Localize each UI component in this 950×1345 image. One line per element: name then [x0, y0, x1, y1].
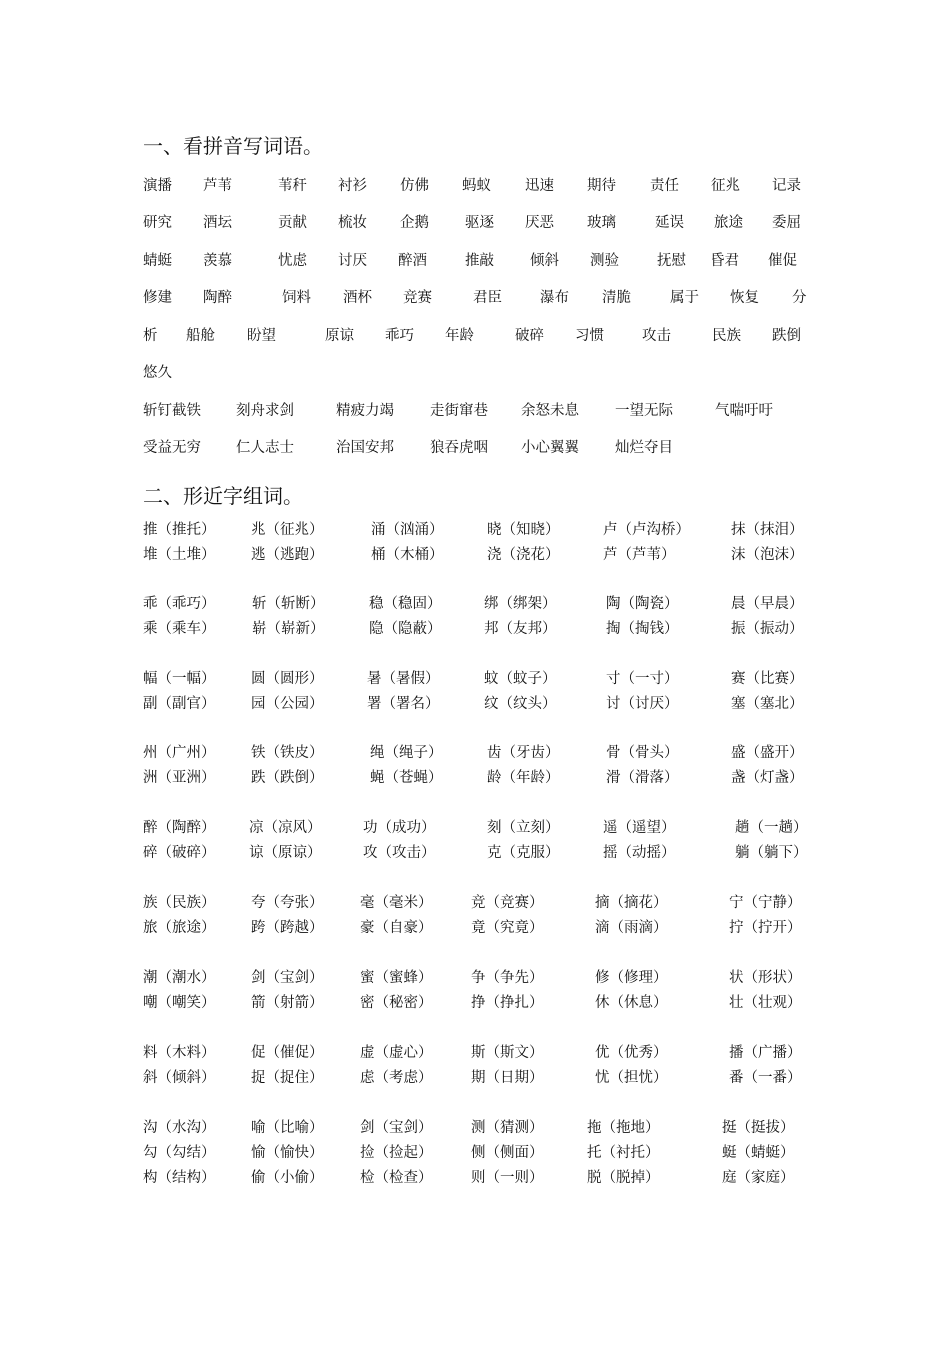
vocab-word: 芦苇 — [203, 178, 232, 194]
char-word-pair: 状（形状） — [729, 970, 802, 986]
char-word-pair: 遥（遥望） — [603, 820, 676, 836]
vocab-word: 委屈 — [772, 215, 801, 231]
char-word-pair: 喻（比喻） — [251, 1120, 324, 1136]
char-word-pair: 虑（考虑） — [360, 1070, 433, 1086]
vocab-word: 酒坛 — [203, 215, 232, 231]
char-word-pair: 跌（跌倒） — [251, 770, 324, 786]
char-line — [0, 968, 950, 993]
vocab-word: 延误 — [655, 215, 684, 231]
char-line — [0, 1068, 950, 1093]
vocab-word: 倾斜 — [530, 253, 559, 269]
char-word-pair: 旅（旅途） — [143, 920, 216, 936]
char-word-pair: 崭（崭新） — [252, 621, 325, 637]
char-word-pair: 则（一则） — [471, 1170, 544, 1186]
char-word-pair: 克（克服） — [487, 845, 560, 861]
vocab-word: 苇秆 — [278, 178, 307, 194]
char-word-pair: 竟（究竟） — [471, 920, 544, 936]
char-word-pair: 侧（侧面） — [471, 1145, 544, 1161]
char-word-pair: 趟（一趟） — [735, 820, 808, 836]
char-group — [0, 968, 950, 1018]
char-word-pair: 蚊（蚊子） — [484, 671, 557, 687]
vocab-word: 瀑布 — [540, 290, 569, 306]
char-word-pair: 绳（绳子） — [370, 745, 443, 761]
vocab-word: 气喘吁吁 — [715, 403, 773, 419]
char-word-pair: 休（休息） — [595, 995, 668, 1011]
vocab-word: 破碎 — [515, 328, 544, 344]
char-word-pair: 晓（知晓） — [487, 522, 560, 538]
char-word-pair: 虚（虚心） — [360, 1045, 433, 1061]
char-word-pair: 箭（射箭） — [251, 995, 324, 1011]
vocab-word: 盼望 — [247, 328, 276, 344]
char-word-pair: 滑（滑落） — [606, 770, 679, 786]
char-group — [0, 669, 950, 719]
vocab-word: 驱逐 — [465, 215, 494, 231]
char-word-pair: 检（检查） — [360, 1170, 433, 1186]
char-word-pair: 夸（夸张） — [251, 895, 324, 911]
vocab-word: 清脆 — [602, 290, 631, 306]
char-word-pair: 暑（暑假） — [367, 671, 440, 687]
vocab-word: 玻璃 — [587, 215, 616, 231]
char-word-pair: 醉（陶醉） — [143, 820, 216, 836]
char-word-pair: 播（广播） — [729, 1045, 802, 1061]
char-line — [0, 545, 950, 570]
vocab-word: 攻击 — [642, 328, 671, 344]
char-word-pair: 赛（比赛） — [731, 671, 804, 687]
vocab-word: 民族 — [712, 328, 741, 344]
char-line — [0, 918, 950, 943]
char-word-pair: 抹（抹泪） — [731, 522, 804, 538]
vocab-word: 仿佛 — [400, 178, 429, 194]
char-word-pair: 构（结构） — [143, 1170, 216, 1186]
char-word-pair: 番（一番） — [729, 1070, 802, 1086]
vocab-word: 羡慕 — [203, 253, 232, 269]
vocab-word: 属于 — [670, 290, 699, 306]
char-word-pair: 潮（潮水） — [143, 970, 216, 986]
char-word-pair: 功（成功） — [363, 820, 436, 836]
char-word-pair: 塞（塞北） — [731, 696, 804, 712]
char-word-pair: 蜜（蜜蜂） — [360, 970, 433, 986]
char-word-pair: 族（民族） — [143, 895, 216, 911]
char-word-pair: 测（猜测） — [471, 1120, 544, 1136]
char-line — [0, 843, 950, 868]
vocab-word: 小心翼翼 — [521, 440, 579, 456]
char-word-pair: 涌（汹涌） — [371, 522, 444, 538]
vocab-word: 一望无际 — [615, 403, 673, 419]
char-word-pair: 寸（一寸） — [606, 671, 679, 687]
vocab-word: 年龄 — [445, 328, 474, 344]
char-word-pair: 乘（乘车） — [143, 621, 216, 637]
vocab-word: 狼吞虎咽 — [430, 440, 488, 456]
vocab-word: 分 — [792, 290, 807, 306]
char-line — [0, 818, 950, 843]
char-line — [0, 743, 950, 768]
char-word-pair: 署（署名） — [367, 696, 440, 712]
char-word-pair: 促（催促） — [251, 1045, 324, 1061]
vocab-word: 精疲力竭 — [336, 403, 394, 419]
char-word-pair: 圆（圆形） — [251, 671, 324, 687]
vocab-word: 余怒未息 — [521, 403, 579, 419]
char-word-pair: 州（广州） — [143, 745, 216, 761]
vocab-word: 衬衫 — [338, 178, 367, 194]
char-word-pair: 陶（陶瓷） — [606, 596, 679, 612]
char-word-pair: 齿（牙齿） — [487, 745, 560, 761]
char-word-pair: 挺（挺拔） — [722, 1120, 795, 1136]
char-word-pair: 偷（小偷） — [251, 1170, 324, 1186]
char-word-pair: 竞（竞赛） — [471, 895, 544, 911]
char-word-pair: 庭（家庭） — [722, 1170, 795, 1186]
char-word-pair: 摇（动摇） — [603, 845, 676, 861]
char-word-pair: 蜓（蜻蜓） — [722, 1145, 795, 1161]
char-word-pair: 堆（土堆） — [143, 547, 216, 563]
vocab-word: 陶醉 — [203, 290, 232, 306]
vocab-word: 贡献 — [278, 215, 307, 231]
char-word-pair: 沫（泡沫） — [731, 547, 804, 563]
vocab-word: 船舱 — [186, 328, 215, 344]
vocab-word: 厌恶 — [525, 215, 554, 231]
vocab-word: 斩钉截铁 — [143, 403, 201, 419]
char-group — [0, 1118, 950, 1193]
char-line — [0, 768, 950, 793]
char-word-pair: 洲（亚洲） — [143, 770, 216, 786]
vocab-word: 竞赛 — [403, 290, 432, 306]
char-line — [0, 1143, 950, 1168]
char-word-pair: 摘（摘花） — [595, 895, 668, 911]
char-word-pair: 剑（宝剑） — [251, 970, 324, 986]
vocab-word: 跌倒 — [772, 328, 801, 344]
char-word-pair: 沟（水沟） — [143, 1120, 216, 1136]
vocab-word: 企鹅 — [400, 215, 429, 231]
vocab-word: 悠久 — [143, 365, 172, 381]
char-word-pair: 幅（一幅） — [143, 671, 216, 687]
vocab-word: 走街窜巷 — [430, 403, 488, 419]
vocab-word: 蚂蚁 — [462, 178, 491, 194]
char-word-pair: 骨（骨头） — [606, 745, 679, 761]
char-word-pair: 副（副官） — [143, 696, 216, 712]
char-word-pair: 刻（立刻） — [487, 820, 560, 836]
char-word-pair: 捉（捉住） — [251, 1070, 324, 1086]
vocab-word: 昏君 — [710, 253, 739, 269]
char-word-pair: 讨（讨厌） — [606, 696, 679, 712]
char-word-pair: 剑（宝剑） — [360, 1120, 433, 1136]
char-word-pair: 邦（友邦） — [484, 621, 557, 637]
char-word-pair: 嘲（嘲笑） — [143, 995, 216, 1011]
char-word-pair: 料（木料） — [143, 1045, 216, 1061]
vocab-word: 治国安邦 — [336, 440, 394, 456]
vocab-word: 征兆 — [711, 178, 740, 194]
vocab-word: 记录 — [772, 178, 801, 194]
char-line — [0, 1043, 950, 1068]
char-group — [0, 1043, 950, 1093]
vocab-word: 演播 — [143, 178, 172, 194]
vocab-word: 醉酒 — [398, 253, 427, 269]
char-word-pair: 毫（毫米） — [360, 895, 433, 911]
char-group — [0, 818, 950, 868]
vocab-word: 刻舟求剑 — [236, 403, 294, 419]
char-word-pair: 忧（担忧） — [595, 1070, 668, 1086]
vocab-word: 原谅 — [325, 328, 354, 344]
char-word-pair: 推（推托） — [143, 522, 216, 538]
vocab-word: 研究 — [143, 215, 172, 231]
char-word-pair: 豪（自豪） — [360, 920, 433, 936]
char-word-pair: 修（修理） — [595, 970, 668, 986]
vocab-word: 讨厌 — [338, 253, 367, 269]
char-word-pair: 盛（盛开） — [731, 745, 804, 761]
char-word-pair: 壮（壮观） — [729, 995, 802, 1011]
char-word-pair: 躺（躺下） — [735, 845, 808, 861]
section-1-title: 一、看拼音写词语。 — [143, 134, 323, 158]
vocab-word: 测验 — [590, 253, 619, 269]
char-word-pair: 逃（逃跑） — [251, 547, 324, 563]
char-word-pair: 攻（攻击） — [363, 845, 436, 861]
vocab-word: 抚慰 — [657, 253, 686, 269]
vocab-word: 期待 — [587, 178, 616, 194]
char-word-pair: 滴（雨滴） — [595, 920, 668, 936]
char-word-pair: 跨（跨越） — [251, 920, 324, 936]
char-word-pair: 凉（凉风） — [249, 820, 322, 836]
char-word-pair: 拧（拧开） — [729, 920, 802, 936]
char-word-pair: 拖（拖地） — [587, 1120, 660, 1136]
char-line — [0, 619, 950, 644]
char-word-pair: 盏（灯盏） — [731, 770, 804, 786]
char-group — [0, 743, 950, 793]
char-line — [0, 520, 950, 545]
char-word-pair: 争（争先） — [471, 970, 544, 986]
vocab-word: 仁人志士 — [236, 440, 294, 456]
char-word-pair: 愉（愉快） — [251, 1145, 324, 1161]
char-word-pair: 卢（卢沟桥） — [603, 522, 690, 538]
vocab-word: 旅途 — [714, 215, 743, 231]
char-word-pair: 隐（隐蔽） — [369, 621, 442, 637]
char-word-pair: 密（秘密） — [360, 995, 433, 1011]
char-word-pair: 捡（捡起） — [360, 1145, 433, 1161]
vocab-word: 习惯 — [575, 328, 604, 344]
char-word-pair: 浇（浇花） — [487, 547, 560, 563]
vocab-word: 恢复 — [730, 290, 759, 306]
char-word-pair: 挣（挣扎） — [471, 995, 544, 1011]
vocab-word: 修建 — [143, 290, 172, 306]
char-word-pair: 掏（掏钱） — [606, 621, 679, 637]
vocab-word: 析 — [143, 328, 158, 344]
char-word-pair: 芦（芦苇） — [603, 547, 676, 563]
char-word-pair: 园（公园） — [251, 696, 324, 712]
char-line — [0, 1118, 950, 1143]
char-word-pair: 脱（脱掉） — [587, 1170, 660, 1186]
char-word-pair: 斜（倾斜） — [143, 1070, 216, 1086]
vocab-word: 迅速 — [525, 178, 554, 194]
char-line — [0, 1168, 950, 1193]
char-word-pair: 优（优秀） — [595, 1045, 668, 1061]
char-group — [0, 520, 950, 570]
char-word-pair: 碎（破碎） — [143, 845, 216, 861]
vocab-word: 忧虑 — [278, 253, 307, 269]
char-word-pair: 振（振动） — [731, 621, 804, 637]
char-word-pair: 谅（原谅） — [249, 845, 322, 861]
char-word-pair: 稳（稳固） — [369, 596, 442, 612]
vocab-word: 饲料 — [282, 290, 311, 306]
vocab-word: 灿烂夺目 — [615, 440, 673, 456]
char-line — [0, 993, 950, 1018]
char-line — [0, 694, 950, 719]
vocab-word: 君臣 — [473, 290, 502, 306]
char-line — [0, 594, 950, 619]
char-word-pair: 期（日期） — [471, 1070, 544, 1086]
char-word-pair: 桶（木桶） — [371, 547, 444, 563]
char-word-pair: 纹（纹头） — [484, 696, 557, 712]
vocab-word: 催促 — [768, 253, 797, 269]
char-word-pair: 宁（宁静） — [729, 895, 802, 911]
char-word-pair: 绑（绑架） — [484, 596, 557, 612]
char-word-pair: 乖（乖巧） — [143, 596, 216, 612]
char-line — [0, 669, 950, 694]
vocab-word: 推敲 — [465, 253, 494, 269]
char-word-pair: 铁（铁皮） — [251, 745, 324, 761]
char-line — [0, 893, 950, 918]
char-word-pair: 斯（斯文） — [471, 1045, 544, 1061]
char-word-pair: 勾（勾结） — [143, 1145, 216, 1161]
char-word-pair: 托（衬托） — [587, 1145, 660, 1161]
char-group — [0, 893, 950, 943]
vocab-word: 蜻蜓 — [143, 253, 172, 269]
char-word-pair: 龄（年龄） — [487, 770, 560, 786]
char-word-pair: 斩（斩断） — [252, 596, 325, 612]
vocab-word: 酒杯 — [343, 290, 372, 306]
vocab-word: 梳妆 — [338, 215, 367, 231]
section-2-title: 二、形近字组词。 — [143, 484, 303, 508]
char-word-pair: 蝇（苍蝇） — [370, 770, 443, 786]
vocab-word: 责任 — [650, 178, 679, 194]
char-word-pair: 晨（早晨） — [731, 596, 804, 612]
char-word-pair: 兆（征兆） — [251, 522, 324, 538]
char-group — [0, 594, 950, 644]
vocab-word: 受益无穷 — [143, 440, 201, 456]
vocab-word: 乖巧 — [385, 328, 414, 344]
